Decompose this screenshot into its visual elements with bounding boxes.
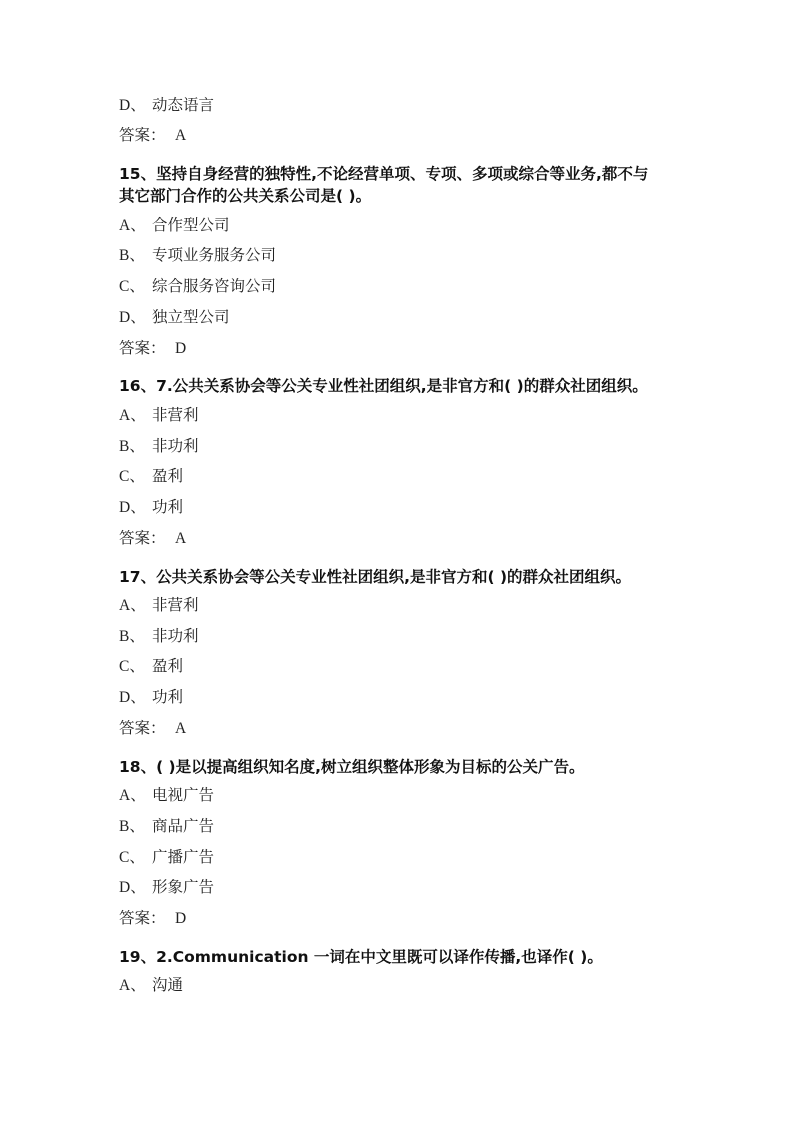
answer-value: A xyxy=(175,127,187,145)
question-stem xyxy=(119,375,793,397)
answer-label: 答案： xyxy=(119,529,166,547)
option-text: 非营利 xyxy=(152,597,199,614)
question-text-line: 18、( )是以提高组织知名度,树立组织整体形象为目标的公关广告。 xyxy=(119,757,585,776)
option-letter: A、 xyxy=(119,406,146,424)
option-letter: A、 xyxy=(119,216,146,234)
option-text: 沟通 xyxy=(152,977,184,995)
question-block xyxy=(119,756,793,935)
answer-line xyxy=(119,524,793,555)
option-b xyxy=(119,241,793,272)
answer-value: D xyxy=(175,339,187,357)
question-stem xyxy=(119,756,793,778)
option-d xyxy=(119,683,793,714)
option-letter: A、 xyxy=(119,787,146,805)
option-text: 非功利 xyxy=(152,627,199,645)
question-stem xyxy=(119,566,793,588)
option-text: 盈利 xyxy=(152,468,184,486)
option-letter: C、 xyxy=(119,468,145,486)
option-d xyxy=(119,873,793,904)
question-block xyxy=(119,946,793,1002)
answer-line xyxy=(119,334,793,365)
option-a xyxy=(119,211,793,242)
option-a xyxy=(119,781,793,812)
option-letter: B、 xyxy=(119,817,145,835)
option-letter: A、 xyxy=(119,597,146,614)
option-text: 形象广告 xyxy=(152,879,215,897)
previous-question-fragment xyxy=(119,91,793,152)
option-a xyxy=(119,401,793,432)
option-text: 商品广告 xyxy=(152,817,215,835)
option-text: 功利 xyxy=(152,498,184,516)
option-text: 动态语言 xyxy=(152,96,215,114)
option-letter: A、 xyxy=(119,977,146,995)
option-text: 独立型公司 xyxy=(152,308,230,326)
option-letter: C、 xyxy=(119,658,145,676)
answer-value: D xyxy=(175,909,187,927)
option-text: 非营利 xyxy=(152,406,199,424)
answer-value: A xyxy=(175,719,187,737)
option-text: 电视广告 xyxy=(152,787,215,805)
question-text-line: 17、公共关系协会等公关专业性社团组织,是非官方和( )的群众社团组织。 xyxy=(119,567,632,586)
option-letter: B、 xyxy=(119,437,145,455)
option-a xyxy=(119,591,793,622)
option-b xyxy=(119,622,793,653)
option-b xyxy=(119,812,793,843)
option-text: 非功利 xyxy=(152,437,199,455)
option-letter: B、 xyxy=(119,247,145,265)
question-block xyxy=(119,163,793,364)
question-block xyxy=(119,375,793,554)
option-text: 合作型公司 xyxy=(152,216,230,234)
option-letter: D、 xyxy=(119,498,146,516)
option-b xyxy=(119,432,793,463)
option-text: 专项业务服务公司 xyxy=(152,247,277,265)
question-text-line: 16、7.公共关系协会等公关专业性社团组织,是非官方和( )的群众社团组织。 xyxy=(119,377,648,396)
option-d xyxy=(119,303,793,334)
option-text: 综合服务咨询公司 xyxy=(152,278,277,296)
question-block xyxy=(119,566,793,745)
option-letter: C、 xyxy=(119,278,145,296)
answer-label: 答案： xyxy=(119,909,166,927)
option-c xyxy=(119,272,793,303)
question-text-line: 其它部门合作的公共关系公司是( )。 xyxy=(119,187,372,206)
option-text: 广播广告 xyxy=(152,848,215,866)
option-a xyxy=(119,971,793,1002)
option-d xyxy=(119,91,793,122)
option-letter: D、 xyxy=(119,96,146,114)
option-letter: B、 xyxy=(119,627,145,645)
answer-line xyxy=(119,121,793,152)
option-c xyxy=(119,462,793,493)
question-stem xyxy=(119,946,793,968)
option-c xyxy=(119,843,793,874)
answer-line xyxy=(119,714,793,745)
option-text: 盈利 xyxy=(152,658,184,676)
question-stem xyxy=(119,163,793,207)
answer-label: 答案： xyxy=(119,719,166,737)
answer-value: A xyxy=(175,529,187,547)
option-letter: D、 xyxy=(119,879,146,897)
question-text-line: 15、坚持自身经营的独特性,不论经营单项、专项、多项或综合等业务,都不与 xyxy=(119,165,649,184)
option-text: 功利 xyxy=(152,689,184,707)
option-c xyxy=(119,652,793,683)
answer-label: 答案： xyxy=(119,339,166,357)
answer-label: 答案： xyxy=(119,127,166,145)
option-letter: D、 xyxy=(119,689,146,707)
answer-line xyxy=(119,904,793,935)
question-text-line: 19、2.Communication 一词在中文里既可以译作传播,也译作( )。 xyxy=(119,947,603,966)
option-letter: D、 xyxy=(119,308,146,326)
option-letter: C、 xyxy=(119,848,145,866)
option-d xyxy=(119,493,793,524)
